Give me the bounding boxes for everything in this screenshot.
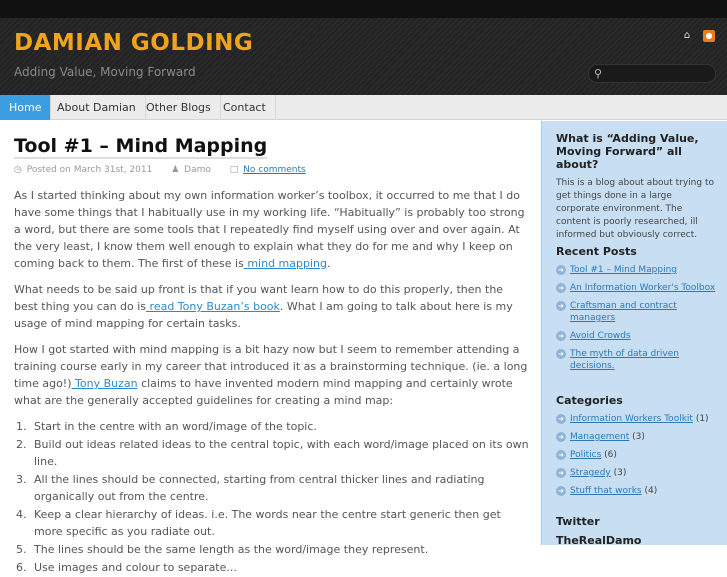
sidebar xyxy=(541,121,727,545)
list-item: 5. The lines should be the same length as the word/image they represent. xyxy=(30,541,530,558)
paragraph-text: . What I am going to talk about here is my usage of mind mapping for certain tasks. xyxy=(14,300,513,330)
arrow-icon: ➜ xyxy=(556,468,566,478)
recent-post-link[interactable]: The myth of data driven decisions. xyxy=(570,349,679,371)
list-item xyxy=(556,264,716,276)
recent-post-link[interactable]: Avoid Crowds xyxy=(570,331,631,341)
home-icon[interactable]: ⌂ xyxy=(683,30,691,41)
paragraph-text: How I got started with mind mapping is a bit hazy now but I seem to remember attending a training course early in my career that introduced it as a brainstorming technique. (ie. a long time ago!) xyxy=(14,343,528,390)
categories-widget xyxy=(556,394,716,503)
category-link[interactable]: Management xyxy=(570,432,630,442)
nav-item-about-damian[interactable]: About Damian xyxy=(48,95,146,120)
paragraph-text: As I started thinking about my own information worker’s toolbox, it occurred to me that I do have some things that I habitually use in my working life. “Habitually” is probably too strong a word, but there are some tools that I repeatedly find myself using over and over again. At the very least, I know them well enough to explain what they do for me and why I keep on coming back to them. The first of these is xyxy=(14,189,525,270)
site-title[interactable]: DAMIAN GOLDING xyxy=(14,30,254,56)
post-paragraph xyxy=(14,187,530,272)
recent-post-link[interactable]: Craftsman and contract managers xyxy=(570,301,677,323)
mind-mapping-link[interactable]: mind mapping xyxy=(243,257,327,270)
site-header xyxy=(0,0,727,95)
category-count: (3) xyxy=(632,432,645,442)
twitter-heading: Twitter xyxy=(556,515,600,528)
tony-buzan-book-link[interactable]: read Tony Buzan’s book xyxy=(146,300,280,313)
arrow-icon: ➜ xyxy=(556,486,566,496)
post-body xyxy=(14,187,530,577)
arrow-icon: ➜ xyxy=(556,432,566,442)
arrow-icon: ➜ xyxy=(556,283,566,293)
list-item xyxy=(556,300,716,324)
nav-item-contact[interactable]: Contact xyxy=(214,95,276,120)
twitter-widget xyxy=(556,515,716,547)
paragraph-text: . xyxy=(326,257,331,270)
arrow-icon: ➜ xyxy=(556,301,566,311)
arrow-icon: ➜ xyxy=(556,349,566,359)
categories-heading: Categories xyxy=(556,394,623,407)
category-link[interactable]: Stuff that works xyxy=(570,486,642,496)
twitter-username[interactable]: TheRealDamo xyxy=(556,534,642,547)
category-count: (4) xyxy=(644,486,658,496)
recent-post-link[interactable]: Tool #1 – Mind Mapping xyxy=(570,265,677,275)
about-widget xyxy=(556,132,716,242)
categories-list xyxy=(556,413,716,497)
list-item: 1. Start in the centre with an word/image of the topic. xyxy=(30,418,530,435)
list-item xyxy=(556,485,716,497)
author-icon: ♟ xyxy=(171,165,180,175)
list-item: 2. Build out ideas related ideas to the central topic, with each word/image placed on its own line. xyxy=(30,436,530,470)
paragraph-text: What needs to be said up front is that if you want learn how to do this properly, then the best thing you can do is xyxy=(14,283,504,313)
category-count: (1) xyxy=(695,414,709,424)
category-count: (3) xyxy=(613,468,627,478)
about-text: This is a blog about about trying to get things done in a large corporate environment. The content is poorly researched, ill informed but obviously correct. xyxy=(556,178,714,240)
arrow-icon: ➜ xyxy=(556,331,566,341)
category-link[interactable]: Information Workers Toolkit xyxy=(570,414,693,424)
comments-link[interactable]: No comments xyxy=(243,165,306,175)
post-paragraph xyxy=(14,281,530,332)
header-top-bar xyxy=(0,0,727,18)
post-date: Posted on March 31st, 2011 xyxy=(26,165,153,175)
list-item xyxy=(556,330,716,342)
category-link[interactable]: Stragedy xyxy=(570,468,611,478)
list-item xyxy=(556,348,716,372)
main-content xyxy=(0,121,541,574)
recent-posts-widget xyxy=(556,245,716,378)
list-item xyxy=(556,431,716,443)
search-input[interactable] xyxy=(609,66,709,81)
arrow-icon: ➜ xyxy=(556,414,566,424)
about-heading: What is “Adding Value, Moving Forward” all about? xyxy=(556,132,699,171)
tony-buzan-link[interactable]: Tony Buzan xyxy=(71,377,138,390)
list-item: 3. All the lines should be connected, starting from central thicker lines and radiating organically out from the centre. xyxy=(30,471,530,505)
recent-post-link[interactable]: An Information Worker's Toolbox xyxy=(570,283,716,293)
list-item: 4. Keep a clear hierarchy of ideas. i.e. The words near the centre start generic then get more specific as you radiate out. xyxy=(30,506,530,540)
arrow-icon: ➜ xyxy=(556,265,566,275)
list-item xyxy=(556,449,716,461)
guidelines-list xyxy=(30,418,530,576)
list-item xyxy=(556,282,716,294)
main-nav xyxy=(0,95,727,120)
post-title[interactable]: Tool #1 – Mind Mapping xyxy=(14,135,268,157)
list-item: 6. Use images and colour to separate... xyxy=(30,559,530,576)
category-link[interactable]: Politics xyxy=(570,450,602,460)
paragraph-text: claims to have invented modern mind mapping and certainly wrote what are the generally accepted guidelines for creating a mind map: xyxy=(14,377,513,407)
search-box[interactable] xyxy=(588,64,716,83)
clock-icon: ◷ xyxy=(14,165,22,175)
recent-posts-heading: Recent Posts xyxy=(556,245,637,258)
nav-item-home[interactable]: Home xyxy=(0,95,51,120)
recent-posts-list xyxy=(556,264,716,372)
search-icon: ⚲ xyxy=(594,67,603,80)
comment-icon: □ xyxy=(229,165,239,175)
post-author: Damo xyxy=(184,165,211,175)
list-item xyxy=(556,413,716,425)
category-count: (6) xyxy=(604,450,617,460)
arrow-icon: ➜ xyxy=(556,450,566,460)
site-tagline: Adding Value, Moving Forward xyxy=(14,65,196,79)
post-meta xyxy=(14,165,308,175)
list-item xyxy=(556,467,716,479)
nav-item-other-blogs[interactable]: Other Blogs xyxy=(137,95,221,120)
rss-icon[interactable]: ● xyxy=(703,30,715,42)
post-paragraph xyxy=(14,341,530,409)
